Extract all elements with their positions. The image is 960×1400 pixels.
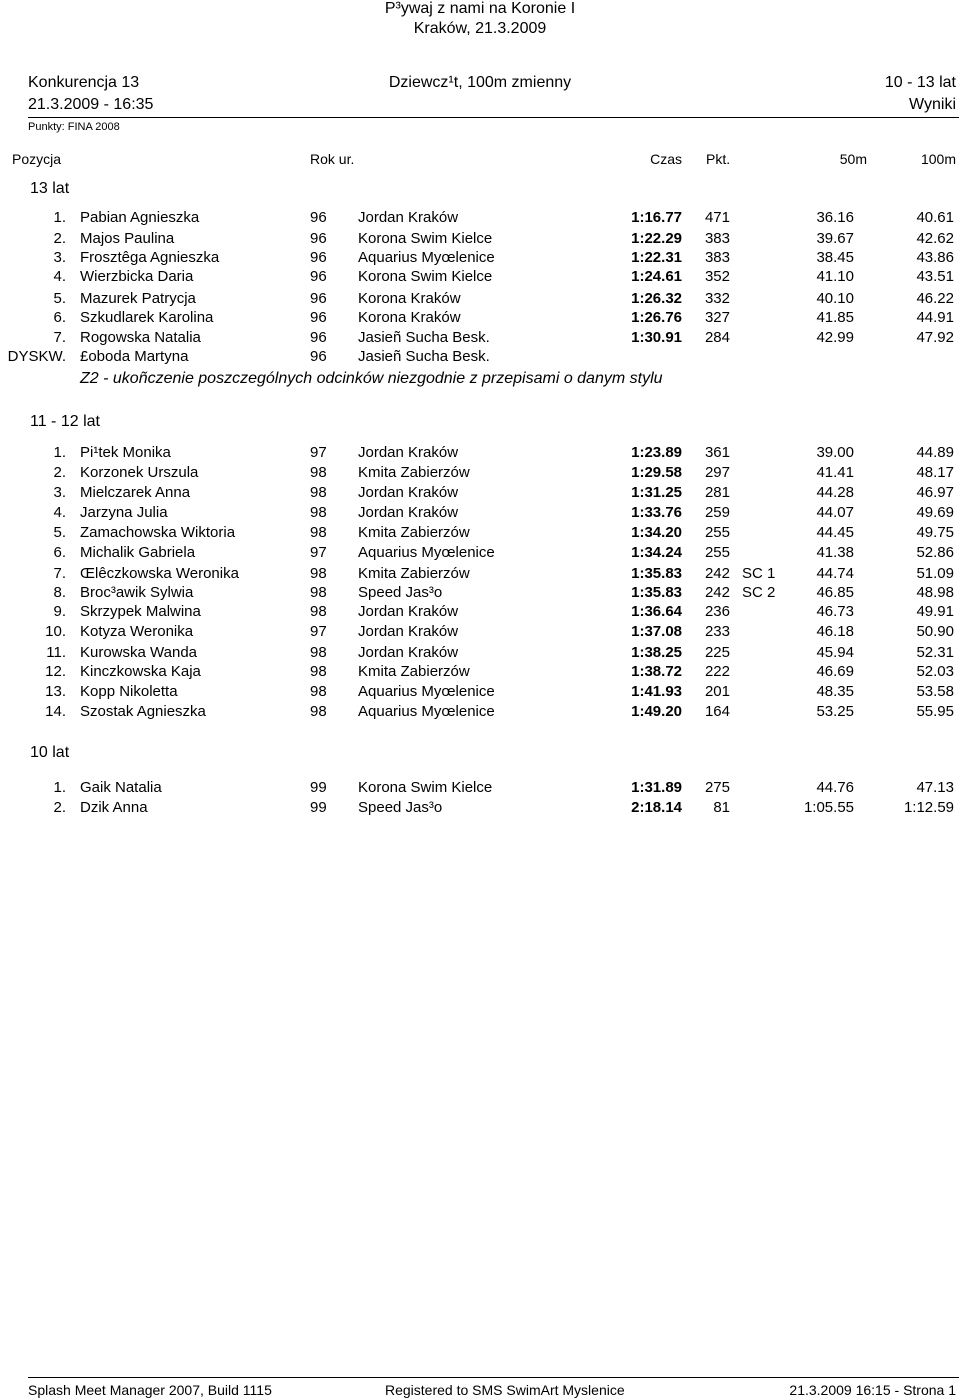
place: 2. <box>53 464 66 481</box>
birth-year: 98 <box>310 565 327 582</box>
birth-year: 98 <box>310 484 327 501</box>
split-100: 51.09 <box>916 565 954 582</box>
final-time: 1:30.91 <box>631 329 682 346</box>
birth-year: 98 <box>310 703 327 720</box>
place: 5. <box>53 524 66 541</box>
swimmer-name: Skrzypek Malwina <box>80 603 201 620</box>
club: Korona Swim Kielce <box>358 268 493 285</box>
swimmer-name: Frosztêga Agnieszka <box>80 249 220 266</box>
split-50: 46.18 <box>816 623 854 640</box>
place: 1. <box>53 444 66 461</box>
place: 2. <box>53 230 66 247</box>
points: 242 <box>704 565 730 582</box>
table-row <box>0 290 960 310</box>
split-100: 49.91 <box>916 603 954 620</box>
split-50: 41.41 <box>816 464 854 481</box>
birth-year: 98 <box>310 524 327 541</box>
split-50: 46.73 <box>816 603 854 620</box>
points: 281 <box>704 484 730 501</box>
column-header-split-50: 50m <box>839 151 867 167</box>
club: Korona Swim Kielce <box>358 230 493 247</box>
split-100: 48.17 <box>916 464 954 481</box>
swimmer-name: Majos Paulina <box>80 230 175 247</box>
table-row <box>0 484 960 504</box>
result-type: Wyniki <box>909 96 956 113</box>
split-50: 48.35 <box>816 683 854 700</box>
table-row <box>0 683 960 703</box>
final-time: 1:31.89 <box>631 779 682 796</box>
swimmer-name: Kotyza Weronika <box>80 623 194 640</box>
swimmer-name: Gaik Natalia <box>80 779 162 796</box>
split-50: 40.10 <box>816 290 854 307</box>
final-time: 1:38.25 <box>631 644 682 661</box>
birth-year: 98 <box>310 663 327 680</box>
table-row <box>0 544 960 564</box>
split-100: 53.58 <box>916 683 954 700</box>
birth-year: 98 <box>310 644 327 661</box>
points: 275 <box>704 779 730 796</box>
swimmer-name: Mazurek Patrycja <box>80 290 196 307</box>
club: Aquarius Myœlenice <box>358 683 495 700</box>
points: 236 <box>704 603 730 620</box>
final-time: 1:16.77 <box>631 209 682 226</box>
final-time: 1:41.93 <box>631 683 682 700</box>
final-time: 1:26.76 <box>631 309 682 326</box>
place: 5. <box>53 290 66 307</box>
event-age-range: 10 - 13 lat <box>884 74 956 91</box>
split-50: 39.00 <box>816 444 854 461</box>
split-50: 42.99 <box>816 329 854 346</box>
club: Jordan Kraków <box>358 444 459 461</box>
swimmer-name: Kurowska Wanda <box>80 644 197 661</box>
split-50: 44.76 <box>816 779 854 796</box>
note: SC 1 <box>742 565 776 582</box>
place: 13. <box>45 683 66 700</box>
table-row <box>0 249 960 269</box>
club: Speed Jas³o <box>358 584 443 601</box>
club: Jordan Kraków <box>358 484 459 501</box>
split-100: 43.51 <box>916 268 954 285</box>
points: 222 <box>704 663 730 680</box>
birth-year: 97 <box>310 623 327 640</box>
swimmer-name: £oboda Martyna <box>80 348 189 365</box>
points: 255 <box>704 524 730 541</box>
points: 255 <box>704 544 730 561</box>
place: 7. <box>53 329 66 346</box>
footer-print-info: 21.3.2009 16:15 - Strona 1 <box>789 1382 956 1398</box>
points-system: Punkty: FINA 2008 <box>28 121 120 133</box>
final-time: 1:22.31 <box>631 249 682 266</box>
club: Kmita Zabierzów <box>358 663 470 680</box>
split-50: 1:05.55 <box>803 799 854 816</box>
split-100: 48.98 <box>916 584 954 601</box>
place: 1. <box>53 779 66 796</box>
table-row <box>0 504 960 524</box>
final-time: 1:37.08 <box>631 623 682 640</box>
place: 14. <box>45 703 66 720</box>
event-title: Dziewcz¹t, 100m zmienny <box>388 74 572 91</box>
table-row <box>0 464 960 484</box>
split-100: 43.86 <box>916 249 954 266</box>
birth-year: 98 <box>310 504 327 521</box>
final-time: 1:34.24 <box>631 544 682 561</box>
club: Aquarius Myœlenice <box>358 249 495 266</box>
table-row <box>0 444 960 464</box>
final-time: 1:26.32 <box>631 290 682 307</box>
split-50: 45.94 <box>816 644 854 661</box>
column-header-place: Pozycja <box>12 151 62 167</box>
birth-year: 97 <box>310 544 327 561</box>
age-group-title: 13 lat <box>30 180 70 197</box>
swimmer-name: Kopp Nikoletta <box>80 683 178 700</box>
points: 352 <box>704 268 730 285</box>
meet-location-date: Kraków, 21.3.2009 <box>413 20 547 37</box>
column-header-points: Pkt. <box>706 151 731 167</box>
place: 2. <box>53 799 66 816</box>
split-100: 1:12.59 <box>903 799 954 816</box>
place: 3. <box>53 484 66 501</box>
birth-year: 96 <box>310 348 327 365</box>
club: Jordan Kraków <box>358 209 459 226</box>
table-row <box>0 779 960 799</box>
swimmer-name: Œlêczkowska Weronika <box>80 565 239 582</box>
place: 10. <box>45 623 66 640</box>
footer-software: Splash Meet Manager 2007, Build 1115 <box>28 1382 272 1398</box>
points: 383 <box>704 249 730 266</box>
final-time: 1:31.25 <box>631 484 682 501</box>
swimmer-name: Pabian Agnieszka <box>80 209 200 226</box>
points: 164 <box>704 703 730 720</box>
split-100: 49.75 <box>916 524 954 541</box>
birth-year: 96 <box>310 230 327 247</box>
final-time: 1:35.83 <box>631 565 682 582</box>
place: 6. <box>53 544 66 561</box>
place: 1. <box>53 209 66 226</box>
swimmer-name: Michalik Gabriela <box>80 544 196 561</box>
split-50: 46.69 <box>816 663 854 680</box>
column-header-year: Rok ur. <box>310 151 355 167</box>
table-row <box>0 348 960 368</box>
club: Kmita Zabierzów <box>358 524 470 541</box>
swimmer-name: Wierzbicka Daria <box>80 268 194 285</box>
split-50: 44.28 <box>816 484 854 501</box>
birth-year: 99 <box>310 799 327 816</box>
event-datetime: 21.3.2009 - 16:35 <box>28 96 154 113</box>
birth-year: 98 <box>310 464 327 481</box>
club: Korona Kraków <box>358 309 461 326</box>
points: 284 <box>704 329 730 346</box>
final-time: 1:49.20 <box>631 703 682 720</box>
split-100: 52.31 <box>916 644 954 661</box>
split-100: 47.13 <box>916 779 954 796</box>
final-time: 1:29.58 <box>631 464 682 481</box>
split-50: 44.74 <box>816 565 854 582</box>
split-50: 39.67 <box>816 230 854 247</box>
points: 471 <box>704 209 730 226</box>
final-time: 1:34.20 <box>631 524 682 541</box>
place: 4. <box>53 504 66 521</box>
points: 225 <box>704 644 730 661</box>
birth-year: 98 <box>310 584 327 601</box>
birth-year: 96 <box>310 249 327 266</box>
club: Korona Kraków <box>358 290 461 307</box>
place: 8. <box>53 584 66 601</box>
split-100: 55.95 <box>916 703 954 720</box>
points: 297 <box>704 464 730 481</box>
age-group-title: 11 - 12 lat <box>30 413 100 430</box>
birth-year: 96 <box>310 329 327 346</box>
final-time: 1:38.72 <box>631 663 682 680</box>
note: SC 2 <box>742 584 776 601</box>
birth-year: 99 <box>310 779 327 796</box>
club: Jordan Kraków <box>358 504 459 521</box>
birth-year: 96 <box>310 309 327 326</box>
split-50: 46.85 <box>816 584 854 601</box>
column-header-split-100: 100m <box>920 151 956 167</box>
swimmer-name: Broc³awik Sylwia <box>80 584 194 601</box>
place: 12. <box>45 663 66 680</box>
split-50: 53.25 <box>816 703 854 720</box>
swimmer-name: Zamachowska Wiktoria <box>80 524 236 541</box>
swimmer-name: Korzonek Urszula <box>80 464 199 481</box>
points: 81 <box>713 799 730 816</box>
split-100: 40.61 <box>916 209 954 226</box>
footer-registration: Registered to SMS SwimArt Myslenice <box>385 1382 625 1398</box>
swimmer-name: Szkudlarek Karolina <box>80 309 214 326</box>
split-50: 36.16 <box>816 209 854 226</box>
split-100: 42.62 <box>916 230 954 247</box>
final-time: 1:33.76 <box>631 504 682 521</box>
event-number: Konkurencja 13 <box>28 74 140 91</box>
table-row <box>0 268 960 288</box>
header-divider <box>28 117 959 118</box>
place: 6. <box>53 309 66 326</box>
club: Kmita Zabierzów <box>358 565 470 582</box>
final-time: 2:18.14 <box>631 799 682 816</box>
split-100: 49.69 <box>916 504 954 521</box>
club: Speed Jas³o <box>358 799 443 816</box>
swimmer-name: Pi¹tek Monika <box>80 444 171 461</box>
split-50: 44.07 <box>816 504 854 521</box>
table-row <box>0 329 960 349</box>
table-row <box>0 230 960 250</box>
split-100: 50.90 <box>916 623 954 640</box>
final-time: 1:35.83 <box>631 584 682 601</box>
club: Aquarius Myœlenice <box>358 703 495 720</box>
club: Jordan Kraków <box>358 603 459 620</box>
final-time: 1:22.29 <box>631 230 682 247</box>
split-100: 52.03 <box>916 663 954 680</box>
column-header-time: Czas <box>650 151 682 167</box>
split-50: 44.45 <box>816 524 854 541</box>
points: 242 <box>704 584 730 601</box>
swimmer-name: Jarzyna Julia <box>80 504 168 521</box>
swimmer-name: Dzik Anna <box>80 799 148 816</box>
table-row <box>0 623 960 643</box>
club: Jasieñ Sucha Besk. <box>358 329 490 346</box>
birth-year: 96 <box>310 290 327 307</box>
swimmer-name: Szostak Agnieszka <box>80 703 206 720</box>
points: 332 <box>704 290 730 307</box>
disqualification-note: Z2 - ukoñczenie poszczególnych odcinków niezgodnie z przepisami o danym stylu <box>80 370 663 387</box>
table-row <box>0 209 960 229</box>
club: Korona Swim Kielce <box>358 779 493 796</box>
club: Jasieñ Sucha Besk. <box>358 348 490 365</box>
points: 233 <box>704 623 730 640</box>
split-100: 46.22 <box>916 290 954 307</box>
split-100: 52.86 <box>916 544 954 561</box>
split-50: 41.38 <box>816 544 854 561</box>
footer-divider <box>28 1377 959 1378</box>
table-row <box>0 644 960 664</box>
meet-title: P³ywaj z nami na Koronie I <box>384 0 576 17</box>
birth-year: 98 <box>310 683 327 700</box>
birth-year: 98 <box>310 603 327 620</box>
split-50: 38.45 <box>816 249 854 266</box>
points: 327 <box>704 309 730 326</box>
club: Aquarius Myœlenice <box>358 544 495 561</box>
place: 3. <box>53 249 66 266</box>
table-row <box>0 799 960 819</box>
swimmer-name: Rogowska Natalia <box>80 329 201 346</box>
place: 11. <box>46 644 66 661</box>
club: Jordan Kraków <box>358 623 459 640</box>
swimmer-name: Mielczarek Anna <box>80 484 191 501</box>
final-time: 1:23.89 <box>631 444 682 461</box>
split-100: 44.91 <box>916 309 954 326</box>
club: Kmita Zabierzów <box>358 464 470 481</box>
swimmer-name: Kinczkowska Kaja <box>80 663 201 680</box>
table-row <box>0 703 960 723</box>
birth-year: 96 <box>310 268 327 285</box>
final-time: 1:36.64 <box>631 603 682 620</box>
table-row <box>0 584 960 604</box>
place: 7. <box>53 565 66 582</box>
table-row <box>0 603 960 623</box>
points: 201 <box>704 683 730 700</box>
table-row <box>0 309 960 329</box>
split-100: 44.89 <box>916 444 954 461</box>
split-100: 46.97 <box>916 484 954 501</box>
place: DYSKW. <box>7 348 66 365</box>
table-row <box>0 565 960 585</box>
final-time: 1:24.61 <box>631 268 682 285</box>
split-50: 41.10 <box>816 268 854 285</box>
place: 9. <box>53 603 66 620</box>
birth-year: 97 <box>310 444 327 461</box>
place: 4. <box>53 268 66 285</box>
age-group-title: 10 lat <box>30 744 70 761</box>
club: Jordan Kraków <box>358 644 459 661</box>
table-row <box>0 663 960 683</box>
points: 259 <box>704 504 730 521</box>
split-50: 41.85 <box>816 309 854 326</box>
birth-year: 96 <box>310 209 327 226</box>
table-row <box>0 524 960 544</box>
split-100: 47.92 <box>916 329 954 346</box>
points: 383 <box>704 230 730 247</box>
points: 361 <box>704 444 730 461</box>
